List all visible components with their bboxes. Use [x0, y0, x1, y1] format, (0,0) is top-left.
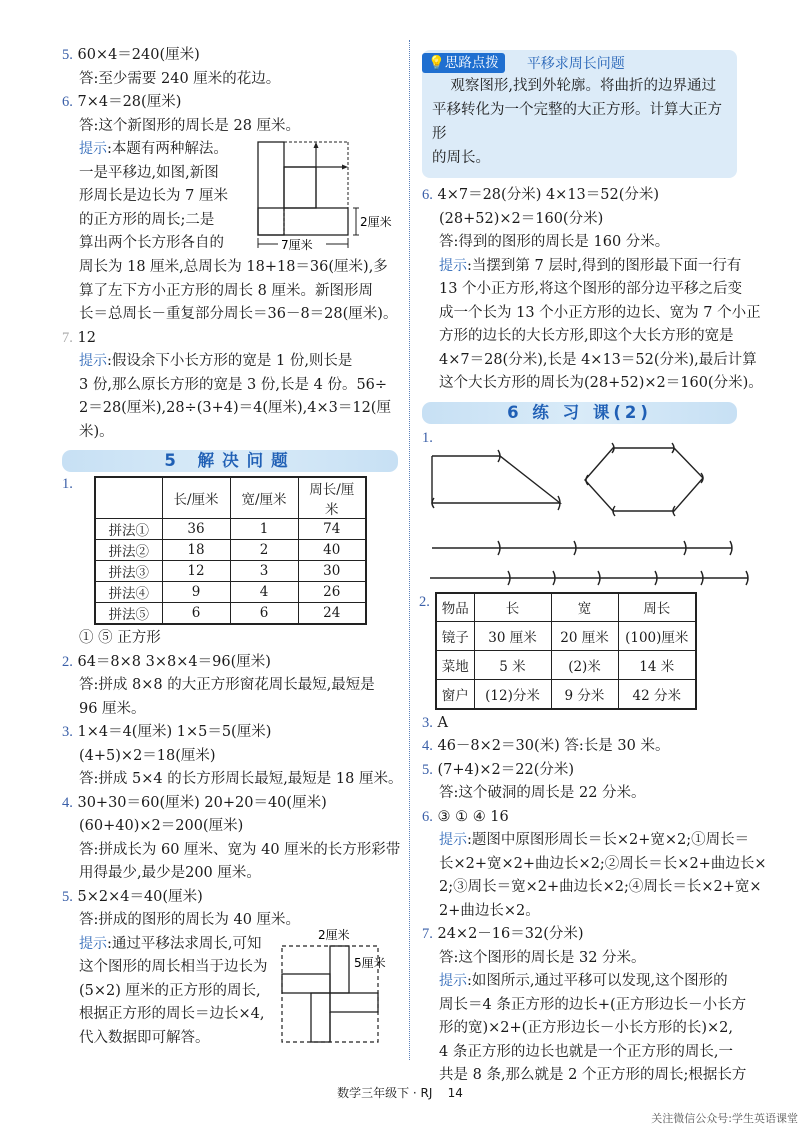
lightbulb-icon: 💡: [428, 55, 445, 71]
s6-q2-table: [435, 592, 697, 710]
table-row: 菜地 5 米 (2)米 14 米: [436, 651, 696, 680]
section-5-title: 5 解决问题: [62, 450, 398, 472]
table-row: 拼法④ 9 4 26: [95, 582, 366, 603]
q6-answer: 答:这个新图形的周长是 28 厘米。: [79, 117, 301, 134]
q6-calc: 6. 7×4＝28(厘米): [62, 94, 182, 110]
s5-q1-answer: ① ⑤ 正方形: [79, 630, 161, 646]
column-divider: [409, 40, 410, 1060]
tip-badge: 💡思路点拨: [422, 53, 505, 73]
watermark: 关注微信公众号:学生英语课堂: [651, 1112, 798, 1125]
tip-label: 提示: [439, 973, 467, 989]
table-row: 拼法② 18 2 40: [95, 540, 366, 561]
tip-box-title: 平移求周长问题: [526, 56, 625, 72]
tip-label: 提示: [439, 832, 467, 848]
thinking-tip-box: 💡思路点拨 平移求周长问题 观察图形,找到外轮廓。将曲折的边界通过 平移转化为一个完整的大正方形。计算大正方形 的周长。: [422, 50, 737, 178]
q5-calc: 5. 60×4＝240(厘米): [62, 47, 200, 63]
figure-height-label: 2厘米: [360, 215, 392, 229]
s6-q2: 2. 物品 长 宽 周长 镜子 30 厘米 20 厘米 (100)厘米 菜地 5 米 (2)米 14 米 窗户 (12)分米 9 分米 42 分米: [422, 592, 737, 710]
table-header-row: 长/厘米 宽/厘米 周长/厘米: [95, 477, 366, 519]
q6-tip-text: 提示:本题有两种解法。 一是平移边,如图,新图 形周长是边长为 7 厘米 的正方形的周长;二是 算出两个长方形各自的: [79, 141, 228, 251]
table-header-row: 物品 长 宽 周长: [436, 593, 696, 622]
s5-q1: 1. 长/厘米 宽/厘米 周长/厘米 拼法① 36 1 74 拼法② 18 2 40 拼法③ 12 3 30 拼法④ 9 4 26 拼法⑤ 6 6 24: [62, 476, 398, 625]
tip-label: 提示: [79, 935, 107, 952]
table-row: 镜子 30 厘米 20 厘米 (100)厘米: [436, 622, 696, 651]
s5-q1-table: [94, 476, 367, 625]
page-footer: 数学三年级下 · RJ 14: [337, 1086, 463, 1100]
table-row: 拼法⑤ 6 6 24: [95, 603, 366, 625]
translation-figure-1: [248, 140, 398, 258]
s5-q5-tip-with-figure: 提示:通过平移法求周长,可知 这个图形的周长相当于边长为 (5×2) 厘米的正方形的周长, 根据正方形的周长＝边长×4, 代入数据即可解答。 2厘米 5厘米: [62, 933, 398, 1053]
right-column: 💡思路点拨 平移求周长问题 观察图形,找到外轮廓。将曲折的边界通过 平移转化为一个完整的大正方形。计算大正方形 的周长。 6. 4×7＝28(分米) 4×13＝52(分米) (28+52)×2＝160(分米) 答:得到的图形的周长是 160 分米。 提示:当摆到第 7 层时,得到的图形最下面一行有 13 个小正方形,将这个图形的部分边平移之后变 成一个长为 13 个小正方形的边长、宽为 7 个小正 方形的边长的大长方形,即这个大长方形的宽是 4×7＝28(分米),长是 4×13＝52(分米),最后计算 这个大长方形的周长为(28+52)×2＝160(分米)。 6 练 习 课(2) 1. 2. 物品 长 宽 周长 镜子 30 厘米 20 厘米 (100)厘米 菜地 5 米 (2)米 14 米 窗户 (12)分米 9 分米 42 分米 3. A 4. 46－8×2＝30(米) 答:长是 30 米。 5. (7+4)×2＝22(分米) 答:这个破洞的周长是 22 分米。 6. ③ ① ④ 16 提示:题图中原图形周长＝长×2+宽×2;①周长＝ 长×2+宽×2+曲边长×2;②周长＝长×2+曲边长× 2;③周长＝宽×2+曲边长×2;④周长＝长×2+宽× 2+曲边长×2。 7. 24×2－16＝32(分米) 答:这个图形的周长是 32 分米。 提示:如图所示,通过平移可以发现,这个图形的 周长＝4 条正方形的边长+(正方形边长－小长方 形的宽)×2+(正方形边长－小长方形的长)×2, 4 条正方形的边长也就是一个正方形的周长,一 共是 8 条,那么就是 2 个正方形的周长;根据长方: [422, 50, 737, 1088]
table-row: 拼法① 36 1 74: [95, 519, 366, 540]
translation-figure-2: [274, 927, 404, 1052]
s6-q1-figures: [422, 428, 752, 578]
table-row: 拼法③ 12 3 30: [95, 561, 366, 582]
table-row: 窗户 (12)分米 9 分米 42 分米: [436, 680, 696, 709]
left-column: 5. 60×4＝240(厘米) 答:至少需要 240 厘米的花边。 6. 7×4＝28(厘米) 答:这个新图形的周长是 28 厘米。 提示:本题有两种解法。 一是平移边,如图,新图 形周长是边长为 7 厘米 的正方形的周长;二是 算出两个长方形各自的 2厘米 7厘米 周长为 18 厘米,总周长为 18+18＝36(厘米),多 算了左下方小正方形的周长 8 厘米。新图形周 长＝总周长－重复部分周长＝36－8＝28(厘米)。 7. 12 提示:假设余下小长方形的宽是 1 份,则长是 3 份,那么原长方形的宽是 3 份,长是 4 份。56÷ 2＝28(厘米),28÷(3+4)＝4(厘米),4×3＝12(厘 米)。 5 解决问题 1. 长/厘米 宽/厘米 周长/厘米 拼法① 36 1 74 拼法② 18 2 40 拼法③ 12 3 30 拼法④ 9 4 26 拼法⑤ 6 6 24 ① ⑤ 正方形 2. 64＝8×8 3×8×4＝96(厘米) 答:拼成 8×8 的大正方形窗花周长最短,最短是 96 厘米。 3. 1×4＝4(厘米) 1×5＝5(厘米) (4+5)×2＝18(厘米) 答:拼成 5×4 的长方形周长最短,最短是 18 厘米。 4. 30+30＝60(厘米) 20+20＝40(厘米) (60+40)×2＝200(厘米) 答:拼成长为 60 厘米、宽为 40 厘米的长方形彩带 用得最少,最少是200 厘米。 5. 5×2×4＝40(厘米) 答:拼成的图形的周长为 40 厘米。 提示:通过平移法求周长,可知 这个图形的周长相当于边长为 (5×2) 厘米的正方形的周长, 根据正方形的周长＝边长×4, 代入数据即可解答。 2厘米 5厘米: [62, 44, 398, 1053]
q7-answer: 7. 12: [62, 329, 96, 346]
s6-q1: 1.: [422, 428, 737, 578]
s6-q1-line-2: [422, 568, 752, 592]
figure-top-label: 2厘米: [318, 927, 350, 942]
figure-side-label: 5厘米: [354, 955, 386, 970]
tip-label: 提示: [79, 141, 107, 157]
tip-label: 提示: [79, 353, 107, 369]
section-6-title: 6 练 习 课(2): [422, 402, 737, 424]
q6-tip-with-figure: [62, 138, 398, 256]
q5-answer: 答:至少需要 240 厘米的花边。: [79, 70, 281, 87]
figure-width-label: 7厘米: [281, 238, 313, 252]
tip-label: 提示: [439, 257, 467, 274]
